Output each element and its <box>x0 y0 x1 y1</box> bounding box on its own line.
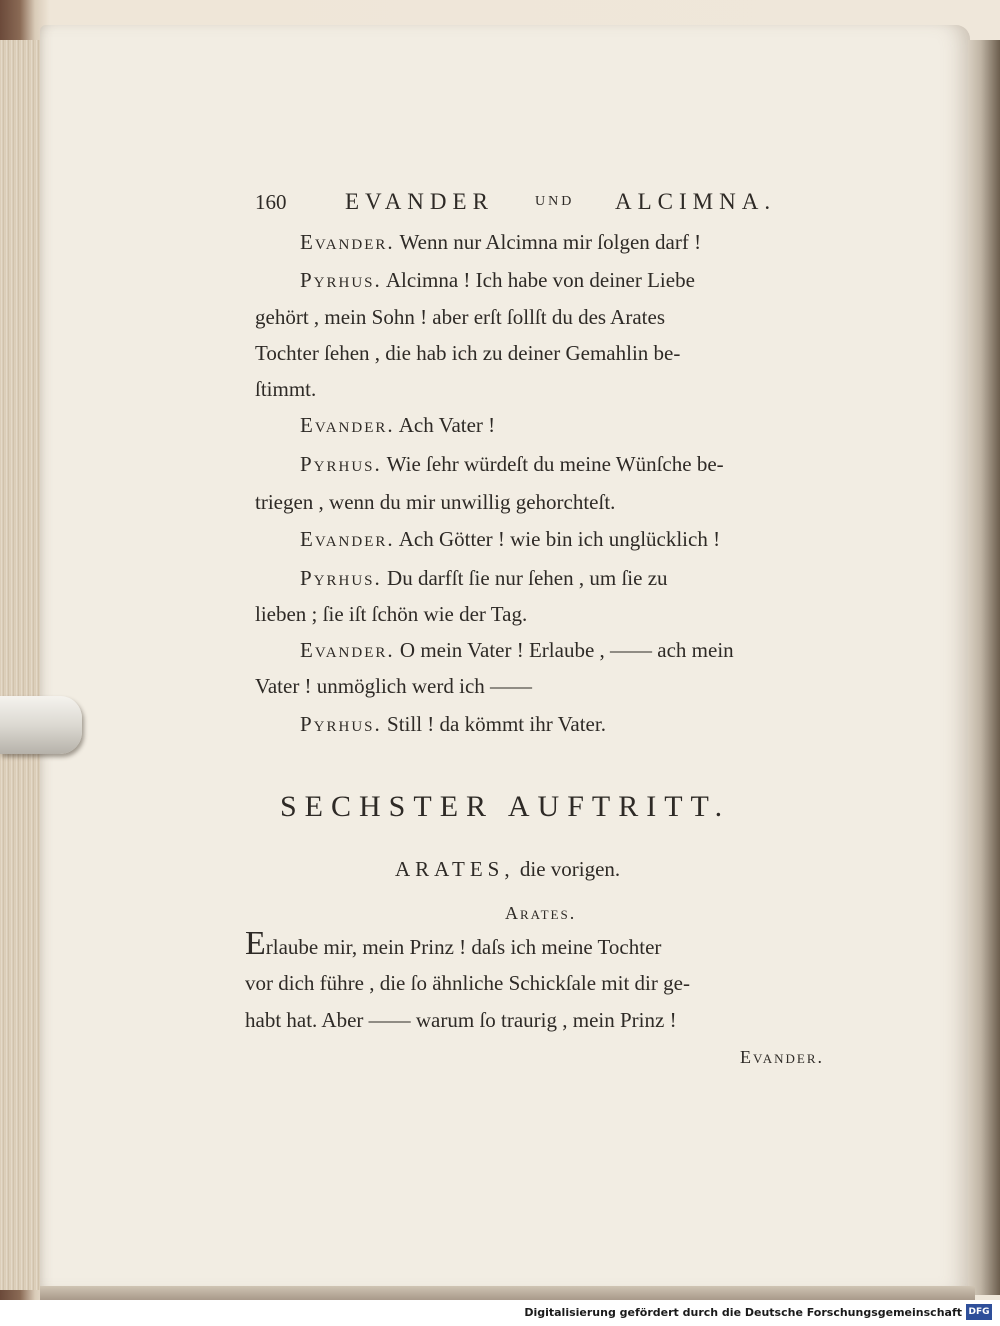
dialogue-text: Ach Götter ! wie bin ich unglücklich ! <box>398 527 721 551</box>
speech-line-2: vor dich führe , die ſo ähnliche Schickſale mit dir ge- <box>245 971 690 995</box>
speech-speaker: Arates. <box>505 903 577 923</box>
dialogue-line: triegen , wenn du mir unwillig gehorchteſt. <box>255 490 616 514</box>
dialogue-text: Still ! da kömmt ihr Vater. <box>387 712 606 736</box>
speaker-name: Evander. <box>300 527 395 551</box>
scene-heading: SECHSTER AUFTRITT. <box>280 790 731 823</box>
running-title-und: UND <box>535 194 575 209</box>
footer-bar <box>0 1300 1000 1326</box>
dialogue-line <box>300 413 495 438</box>
dialogue-line: ſtimmt. <box>255 377 317 401</box>
dialogue-text: Wenn nur Alcimna mir ſolgen darf ! <box>399 230 702 254</box>
dialogue-text: Du darfſt ſie nur ſehen , um ſie zu <box>387 566 668 590</box>
dialogue-line <box>300 230 701 255</box>
dialogue-line: gehört , mein Sohn ! aber erſt ſollſt du des Arates <box>255 305 665 329</box>
dialogue-line <box>300 712 606 737</box>
dialogue-line: Tochter ſehen , die hab ich zu deiner Gemahlin be- <box>255 341 681 365</box>
drop-cap: E <box>245 925 266 962</box>
speech-line-3: habt hat. Aber —— warum ſo traurig , mein Prinz ! <box>245 1008 677 1032</box>
speaker-name: Pyrhus. <box>300 452 382 476</box>
speaker-name: Evander. <box>300 413 395 437</box>
running-title-right: ALCIMNA. <box>615 189 777 214</box>
dialogue-line <box>300 566 668 591</box>
page-number: 160 <box>255 190 287 214</box>
scene-persons <box>395 857 620 882</box>
dialogue-line <box>300 268 695 293</box>
speech-line-1 <box>245 925 661 963</box>
speaker-name: Pyrhus. <box>300 566 382 590</box>
running-title-left: EVANDER <box>345 189 494 214</box>
dialogue-line <box>300 527 720 552</box>
dialogue-text: O mein Vater ! Erlaube , —— ach mein <box>399 638 734 662</box>
speaker-name: Pyrhus. <box>300 268 382 292</box>
speaker-name: Evander. <box>300 230 395 254</box>
speaker-name: Evander. <box>300 638 395 662</box>
dialogue-line <box>300 452 724 477</box>
persons-rest: die vorigen. <box>519 857 621 881</box>
dialogue-text: Wie ſehr würdeſt du meine Wünſche be- <box>386 452 724 476</box>
footer-credit: Digitalisierung gefördert durch die Deutsche Forschungsgemeinschaft <box>524 1306 962 1319</box>
book-bottom-edge <box>40 1286 975 1300</box>
catchword: Evander. <box>740 1047 824 1067</box>
dialogue-line <box>300 638 734 663</box>
book-spine-edge <box>968 40 1000 1295</box>
dialogue-text: Ach Vater ! <box>398 413 496 437</box>
persons-name: ARATES, <box>395 857 515 881</box>
speaker-name: Pyrhus. <box>300 712 382 736</box>
bookmark-tab <box>0 696 82 754</box>
dfg-logo: DFG <box>966 1304 992 1320</box>
dialogue-line: lieben ; ſie iſt ſchön wie der Tag. <box>255 602 528 626</box>
dialogue-text: Alcimna ! Ich habe von deiner Liebe <box>385 268 695 292</box>
speech-text: rlaube mir, mein Prinz ! daſs ich meine Tochter <box>265 935 662 959</box>
dialogue-line: Vater ! unmöglich werd ich —— <box>255 674 533 698</box>
